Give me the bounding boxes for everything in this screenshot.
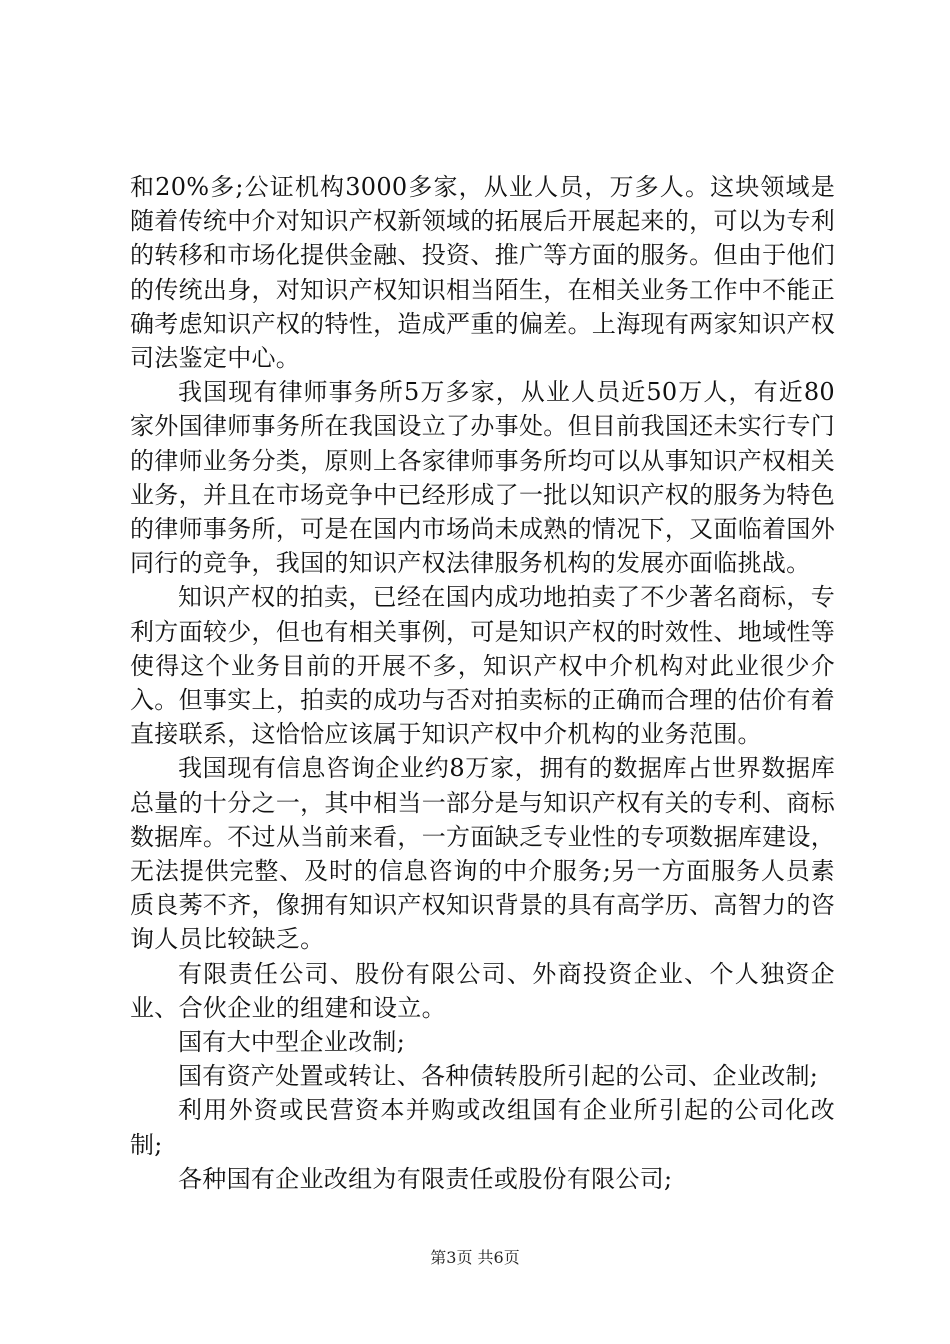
paragraph-6: 国有大中型企业改制;: [178, 1028, 406, 1057]
paragraph-9: 各种国有企业改组为有限责任或股份有限公司;: [178, 1164, 673, 1193]
paragraph-1: 和20%多;公证机构3000多家，从业人员，万多人。这块领域是随着传统中介对知识产权新领域的拓展后开展起来的，可以为专利的转移和市场化提供金融、投资、推广等方面的服务。但由于他们的传统出身，对知识产权知识相当陌生，在相关业务工作中不能正确考虑知识产权的特性，造成严重的偏差。上海现有两家知识产权司法鉴定中心。: [130, 173, 835, 373]
paragraph-3: 知识产权的拍卖，已经在国内成功地拍卖了不少著名商标，专利方面较少，但也有相关事例，可是知识产权的时效性、地域性等使得这个业务目前的开展不多，知识产权中介机构对此业很少介入。但事实上，拍卖的成功与否对拍卖标的正确而合理的估价有着直接联系，这恰恰应该属于知识产权中介机构的业务范围。: [130, 583, 835, 749]
paragraph-5: 有限责任公司、股份有限公司、外商投资企业、个人独资企业、合伙企业的组建和设立。: [130, 959, 835, 1022]
paragraph-8: 利用外资或民营资本并购或改组国有企业所引起的公司化改制;: [130, 1096, 835, 1159]
paragraph-7: 国有资产处置或转让、各种债转股所引起的公司、企业改制;: [178, 1062, 819, 1091]
document-body: [130, 170, 835, 1196]
paragraph-4: 我国现有信息咨询企业约8万家，拥有的数据库占世界数据库总量的十分之一，其中相当一部分是与知识产权有关的专利、商标数据库。不过从当前来看，一方面缺乏专业性的专项数据库建设，无法提供完整、及时的信息咨询的中介服务;另一方面服务人员素质良莠不齐，像拥有知识产权知识背景的具有高学历、高智力的咨询人员比较缺乏。: [130, 754, 835, 954]
page-number-footer: 第3页 共6页: [430, 1248, 520, 1267]
paragraph-2: 我国现有律师事务所5万多家，从业人员近50万人，有近80家外国律师事务所在我国设立了办事处。但目前我国还未实行专门的律师业务分类，原则上各家律师事务所均可以从事知识产权相关业务，并且在市场竞争中已经形成了一批以知识产权的服务为特色的律师事务所，可是在国内市场尚未成熟的情况下，又面临着国外同行的竞争，我国的知识产权法律服务机构的发展亦面临挑战。: [130, 378, 835, 578]
